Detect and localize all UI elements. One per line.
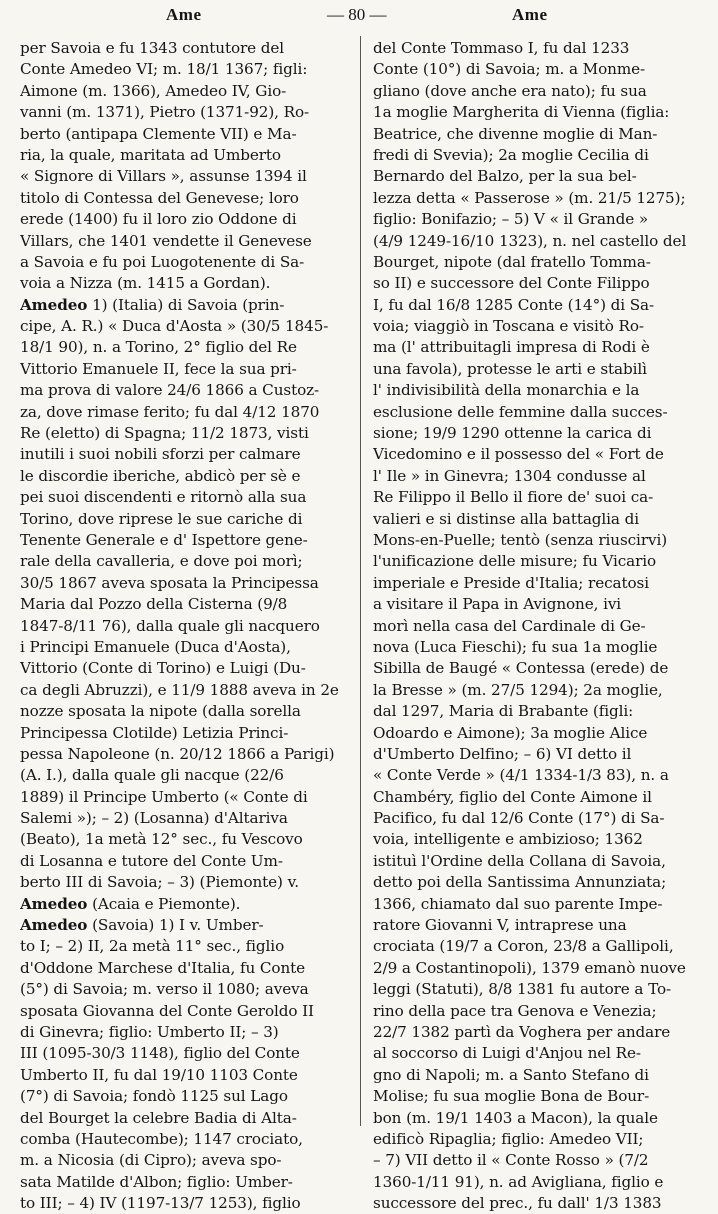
text-line: dal 1297, Maria di Brabante (figli: [373, 702, 634, 721]
text-line: comba (Hautecombe); 1147 crociato, [20, 1129, 303, 1148]
page-number: — 80 — [327, 5, 387, 24]
text-line: m. a Nicosia (di Cipro); aveva spo- [20, 1151, 282, 1170]
text-line: Conte Amedeo VI; m. 18/1 1367; figli: [20, 60, 308, 79]
text-line: 22/7 1382 partì da Voghera per andare [373, 1022, 671, 1041]
right-column [373, 38, 718, 1214]
text-line: d'Umberto Delfino; – 6) VI detto il [373, 744, 632, 763]
text-line: rino della pace tra Genova e Venezia; [373, 1001, 657, 1020]
text-line: Beatrice, che divenne moglie di Man- [373, 124, 658, 143]
text-line: le discordie iberiche, abdicò per sè e [20, 466, 301, 485]
text-line: gno di Napoli; m. a Santo Stefano di [373, 1065, 649, 1084]
text-line: d'Oddone Marchese d'Italia, fu Conte [20, 958, 306, 977]
text-line: l' Ile » in Ginevra; 1304 condusse al [373, 466, 646, 485]
text-line: Bernardo del Balzo, per la sua bel- [373, 167, 637, 186]
text-line: di Ginevra; figlio: Umberto II; – 3) [20, 1022, 279, 1041]
text-line: za, dove rimase ferito; fu dal 4/12 1870 [20, 402, 320, 421]
text-line: Vittorio (Conte di Torino) e Luigi (Du- [20, 659, 306, 678]
text-line: bon (m. 19/1 1403 a Macon), la quale [373, 1108, 658, 1127]
text-line: leggi (Statuti), 8/8 1381 fu autore a To- [373, 980, 672, 999]
text-line: del Bourget la celebre Badia di Alta- [20, 1108, 297, 1127]
page-header [0, 2, 718, 30]
text-line: al soccorso di Luigi d'Anjou nel Re- [373, 1044, 641, 1063]
text-line: (Beato), 1a metà 12° sec., fu Vescovo [20, 830, 303, 849]
text-line: ma prova di valore 24/6 1866 a Custoz- [20, 381, 320, 400]
text-line: nova (Luca Fieschi); fu sua 1a moglie [373, 637, 658, 656]
text-line: berto III di Savoia; – 3) (Piemonte) v. [20, 873, 300, 892]
text-line: 30/5 1867 aveva sposata la Principessa [20, 573, 319, 592]
text-line: 1847-8/11 76), dalla quale gli nacquero [20, 616, 320, 635]
text-line: Principessa Clotilde) Letizia Princi- [20, 723, 289, 742]
text-line: per Savoia e fu 1343 contutore del [20, 39, 285, 57]
text-line: 1360-1/11 91), n. ad Avigliana, figlio e [373, 1172, 664, 1191]
text-line: Re (eletto) di Spagna; 11/2 1873, visti [20, 424, 309, 443]
text-line: Pacifico, fu dal 12/6 Conte (17°) di Sa- [373, 809, 665, 828]
text-line: 2/9 a Costantinopoli), 1379 emanò nuove [373, 958, 686, 977]
text-line: l' indivisibilità della monarchia e la [373, 381, 640, 400]
text-line: Maria dal Pozzo della Cisterna (9/8 [20, 595, 288, 614]
text-line: Salemi »); – 2) (Losanna) d'Altariva [20, 809, 288, 828]
text-line: voia; viaggiò in Toscana e visitò Ro- [373, 317, 644, 336]
text-line: morì nella casa del Cardinale di Ge- [373, 616, 646, 635]
text-line: Sibilla de Baugé « Contessa (erede) de [373, 659, 669, 678]
text-line: voia a Nizza (m. 1415 a Gordan). [20, 274, 271, 293]
text-line: detto poi della Santissima Annunziata; [373, 873, 667, 892]
text-line: Umberto II, fu dal 19/10 1103 Conte [20, 1065, 298, 1084]
text-line: inutili i suoi nobili sforzi per calmare [20, 445, 301, 464]
text-line: la Bresse » (m. 27/5 1294); 2a moglie, [373, 680, 663, 699]
text-line: I, fu dal 16/8 1285 Conte (14°) di Sa- [373, 295, 655, 314]
text-line: sposata Giovanna del Conte Geroldo II [20, 1001, 314, 1020]
text-line: (5°) di Savoia; m. verso il 1080; aveva [20, 980, 309, 999]
text-line: fredi di Svevia); 2a moglie Cecilia di [373, 145, 649, 164]
text-line: erede (1400) fu il loro zio Oddone di [20, 210, 297, 229]
text-line: 1366, chiamato dal suo parente Impe- [373, 894, 663, 913]
text-line: imperiale e Preside d'Italia; recatosi [373, 573, 649, 592]
text-line: titolo di Contessa del Genevese; loro [20, 188, 299, 207]
text-line: successore del prec., fu dall' 1/3 1383 [373, 1194, 662, 1213]
text-line: Molise; fu sua moglie Bona de Bour- [373, 1087, 650, 1106]
text-line: a visitare il Papa in Avignone, ivi [373, 595, 622, 614]
text-line: Re Filippo il Bello il fiore de' suoi ca- [373, 488, 654, 507]
text-line: Amedeo (Savoia) 1) I v. Umber- [20, 916, 264, 935]
text-line: ca degli Abruzzi), e 11/9 1888 aveva in 2e [20, 680, 339, 699]
text-line: pessa Napoleone (n. 20/12 1866 a Parigi) [20, 744, 335, 763]
text-line: rale della cavalleria, e dove poi morì; [20, 552, 303, 571]
text-line: lezza detta « Passerose » (m. 21/5 1275); [373, 188, 686, 207]
text-line: figlio: Bonifazio; – 5) V « il Grande » [373, 210, 649, 229]
text-line: so II) e successore del Conte Filippo [373, 274, 650, 293]
text-line: cipe, A. R.) « Duca d'Aosta » (30/5 1845- [20, 317, 329, 336]
text-line: valieri e si distinse alla battaglia di [373, 509, 639, 528]
text-line: una favola), protesse le arti e stabilì [373, 359, 647, 378]
text-line: crociata (19/7 a Coron, 23/8 a Gallipoli, [373, 937, 674, 956]
text-line: istituì l'Ordine della Collana di Savoia, [373, 851, 666, 870]
text-line: Odoardo e Aimone); 3a moglie Alice [373, 723, 648, 742]
text-line: 1889) il Principe Umberto (« Conte di [20, 787, 308, 806]
text-line: sata Matilde d'Albon; figlio: Umber- [20, 1172, 293, 1191]
text-line: i Principi Emanuele (Duca d'Aosta), [20, 637, 291, 656]
text-line: Villars, che 1401 vendette il Genevese [20, 231, 312, 250]
text-line: del Conte Tommaso I, fu dal 1233 [373, 39, 630, 57]
text-line: vanni (m. 1371), Pietro (1371-92), Ro- [20, 103, 310, 122]
header-right-word: Ame [512, 5, 548, 24]
text-line: ratore Giovanni V, intraprese una [373, 916, 627, 935]
text-line: Amedeo (Acaia e Piemonte). [20, 894, 241, 913]
text-line: (4/9 1249-16/10 1323), n. nel castello del [373, 231, 687, 250]
text-line: voia, intelligente e ambizioso; 1362 [373, 830, 643, 849]
text-line: 1a moglie Margherita di Vienna (figlia: [373, 103, 670, 122]
text-line: Conte (10°) di Savoia; m. a Monme- [373, 60, 646, 79]
text-line: ria, la quale, maritata ad Umberto [20, 145, 281, 164]
text-line: a Savoia e fu poi Luogotenente di Sa- [20, 252, 305, 271]
text-line: 18/1 90), n. a Torino, 2° figlio del Re [20, 338, 297, 357]
text-line: esclusione delle femmine dalla succes- [373, 402, 668, 421]
text-line: nozze sposata la nipote (dalla sorella [20, 702, 301, 721]
header-left-word: Ame [166, 5, 202, 24]
text-line: Bourget, nipote (dal fratello Tomma- [373, 252, 651, 271]
text-line: Vittorio Emanuele II, fece la sua pri- [20, 359, 297, 378]
text-line: sione; 19/9 1290 ottenne la carica di [373, 424, 652, 443]
text-line: to I; – 2) II, 2a metà 11° sec., figlio [20, 937, 285, 956]
text-line: Chambéry, figlio del Conte Aimone il [373, 787, 652, 806]
text-line: gliano (dove anche era nato); fu sua [373, 81, 647, 100]
text-line: ma (l' attribuitagli impresa di Rodi è [373, 338, 650, 357]
text-line: Mons-en-Puelle; tentò (senza riuscirvi) [373, 530, 668, 549]
text-line: (A. I.), dalla quale gli nacque (22/6 [20, 766, 284, 785]
text-line: Vicedomino e il possesso del « Fort de [373, 445, 664, 464]
text-line: « Signore di Villars », assunse 1394 il [20, 167, 307, 186]
text-line: to III; – 4) IV (1197-13/7 1253), figlio [20, 1194, 301, 1213]
text-line: Tenente Generale e d' Ispettore gene- [20, 530, 308, 549]
text-line: di Losanna e tutore del Conte Um- [20, 851, 283, 870]
text-line: Torino, dove riprese le sue cariche di [20, 509, 303, 528]
text-line: (7°) di Savoia; fondò 1125 sul Lago [20, 1087, 288, 1106]
text-line: Amedeo 1) (Italia) di Savoia (prin- [20, 295, 285, 314]
left-column [20, 38, 365, 1214]
text-line: – 7) VII detto il « Conte Rosso » (7/2 [373, 1151, 649, 1170]
text-line: III (1095-30/3 1148), figlio del Conte [20, 1044, 300, 1063]
text-line: Aimone (m. 1366), Amedeo IV, Gio- [20, 81, 287, 100]
text-line: berto (antipapa Clemente VII) e Ma- [20, 124, 297, 143]
text-line: edificò Ripaglia; figlio: Amedeo VII; [373, 1129, 644, 1148]
text-line: l'unificazione delle misure; fu Vicario [373, 552, 657, 571]
text-line: pei suoi discendenti e ritornò alla sua [20, 488, 307, 507]
text-line: « Conte Verde » (4/1 1334-1/3 83), n. a [373, 766, 669, 785]
